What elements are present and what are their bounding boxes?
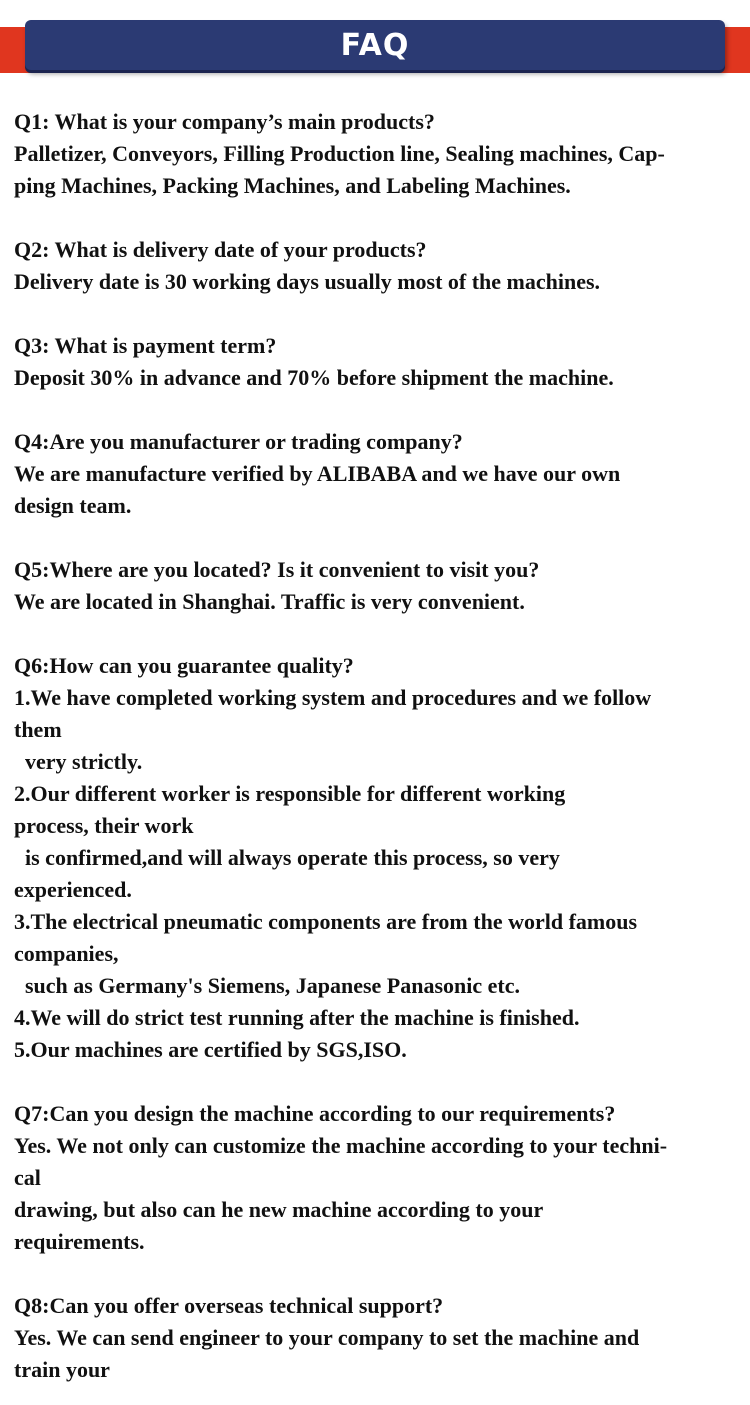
faq-banner: [25, 20, 725, 70]
faq-answer-line: experienced.: [14, 877, 132, 902]
faq-spacer: [14, 298, 742, 330]
faq-spacer: [14, 394, 742, 426]
faq-answer-line: We are manufacture verified by ALIBABA and we have our own: [14, 461, 621, 486]
faq-spacer: [14, 1258, 742, 1290]
faq-item-q6: [14, 650, 742, 1066]
faq-content: [14, 106, 742, 1386]
faq-answer-line: process, their work: [14, 813, 194, 838]
faq-answer-line: Palletizer, Conveyors, Filling Production line, Sealing machines, Cap-: [14, 141, 665, 166]
faq-answer-line: 4.We will do strict test running after the machine is finished.: [14, 1005, 580, 1030]
faq-question: Q7:Can you design the machine according to our requirements?: [14, 1101, 616, 1126]
faq-item-q2: [14, 234, 742, 298]
faq-question: Q5:Where are you located? Is it convenient to visit you?: [14, 557, 540, 582]
faq-question: Q3: What is payment term?: [14, 333, 277, 358]
faq-answer-line: drawing, but also can he new machine according to your: [14, 1197, 544, 1222]
faq-answer-line: very strictly.: [25, 749, 143, 774]
faq-answer-line: We are located in Shanghai. Traffic is very convenient.: [14, 589, 525, 614]
faq-answer-line: design team.: [14, 493, 132, 518]
faq-answer-line: requirements.: [14, 1229, 145, 1254]
faq-answer-line: Yes. We can send engineer to your company to set the machine and: [14, 1325, 640, 1350]
faq-spacer: [14, 202, 742, 234]
faq-question: Q6:How can you guarantee quality?: [14, 653, 354, 678]
faq-item-q8: [14, 1290, 742, 1386]
faq-question: Q8:Can you offer overseas technical support?: [14, 1293, 444, 1318]
faq-answer-line: Yes. We not only can customize the machine according to your techni-: [14, 1133, 668, 1158]
faq-answer-line: cal: [14, 1165, 41, 1190]
faq-item-q5: [14, 554, 742, 618]
faq-answer-line: 1.We have completed working system and procedures and we follow: [14, 685, 652, 710]
faq-question: Q1: What is your company’s main products?: [14, 109, 435, 134]
faq-item-q1: [14, 106, 742, 202]
faq-answer-line: ping Machines, Packing Machines, and Labeling Machines.: [14, 173, 571, 198]
faq-answer-line: Delivery date is 30 working days usually most of the machines.: [14, 269, 601, 294]
faq-item-q4: [14, 426, 742, 522]
faq-answer-line: 2.Our different worker is responsible for different working: [14, 781, 566, 806]
faq-spacer: [14, 522, 742, 554]
faq-answer-line: 5.Our machines are certified by SGS,ISO.: [14, 1037, 407, 1062]
faq-answer-line: them: [14, 717, 62, 742]
faq-answer-line: 3.The electrical pneumatic components are from the world famous: [14, 909, 638, 934]
faq-title: FAQ: [340, 27, 410, 63]
faq-answer-line: such as Germany's Siemens, Japanese Panasonic etc.: [25, 973, 520, 998]
faq-item-q7: [14, 1098, 742, 1258]
faq-answer-line: Deposit 30% in advance and 70% before shipment the machine.: [14, 365, 614, 390]
faq-question: Q4:Are you manufacturer or trading company?: [14, 429, 463, 454]
faq-answer-line: companies,: [14, 941, 119, 966]
faq-answer-line: train your: [14, 1357, 110, 1382]
faq-header: [0, 0, 750, 80]
faq-item-q3: [14, 330, 742, 394]
faq-spacer: [14, 618, 742, 650]
faq-spacer: [14, 1066, 742, 1098]
faq-answer-line: is confirmed,and will always operate this process, so very: [25, 845, 560, 870]
faq-question: Q2: What is delivery date of your products?: [14, 237, 427, 262]
